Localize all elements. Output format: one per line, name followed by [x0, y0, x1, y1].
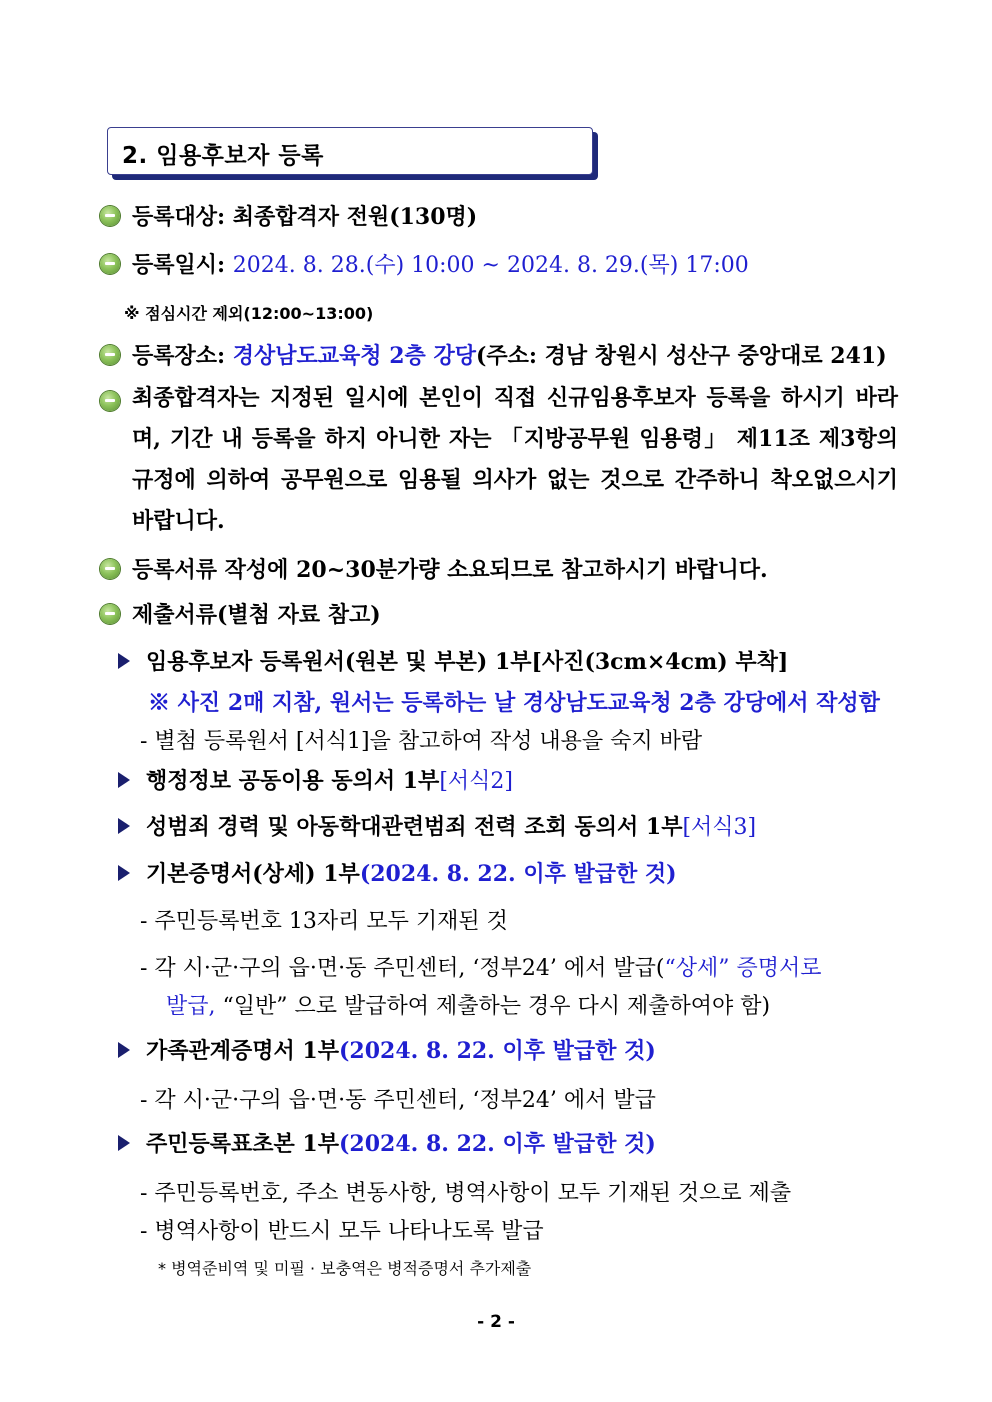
- sub2-part-b: “상세” 증명서로: [664, 956, 822, 981]
- doc-crime-consent-form: [서식3]: [682, 815, 757, 840]
- triangle-arrow-icon: [118, 772, 130, 788]
- lunch-note: ※ 점심시간 제외(12:00~13:00): [124, 304, 374, 323]
- sub2-part-c: 발급,: [166, 994, 216, 1019]
- triangle-arrow-icon: [118, 1135, 130, 1151]
- doc-crime-consent-label: 성범죄 경력 및 아동학대관련범죄 전력 조회 동의서 1부: [146, 814, 683, 840]
- doc-family-cert-sub: - 각 시·군·구의 읍·면·동 주민센터, ‘정부24’ 에서 발급: [140, 1088, 656, 1113]
- doc-application-note: ※ 사진 2매 지참, 원서는 등록하는 날 경상남도교육청 2층 강당에서 작성함: [148, 690, 880, 716]
- doc-crime-consent: [146, 810, 756, 841]
- doc-admin-consent-form: [서식2]: [439, 769, 513, 794]
- doc-admin-consent-label: 행정정보 공동이용 동의서 1부: [146, 768, 440, 794]
- sub2-part-a: - 각 시·군·구의 읍·면·동 주민센터, ‘정부24’ 에서 발급(: [140, 956, 665, 981]
- sub2-part-d: “일반” 으로 발급하여 제출하는 경우 다시 제출하여야 함): [215, 994, 771, 1019]
- doc-application-sub: - 별첨 등록원서 [서식1]을 참고하여 작성 내용을 숙지 바람: [140, 729, 703, 754]
- green-bullet-icon: [100, 254, 120, 274]
- doc-resident-abstract-sub2: - 병역사항이 반드시 모두 나타나도록 발급: [140, 1219, 544, 1244]
- target-label: 등록대상:: [132, 204, 233, 230]
- doc-family-cert-date: (2024. 8. 22. 이후 발급한 것): [338, 1038, 656, 1064]
- doc-basic-cert-sub1: - 주민등록번호 13자리 모두 기재된 것: [140, 909, 508, 934]
- place-address: (주소: 경남 창원시 성산구 중앙대로 241): [475, 343, 887, 369]
- doc-resident-abstract-date: (2024. 8. 22. 이후 발급한 것): [338, 1131, 656, 1157]
- triangle-arrow-icon: [118, 653, 130, 669]
- triangle-arrow-icon: [118, 818, 130, 834]
- green-bullet-icon: [100, 559, 120, 579]
- doc-basic-cert-sub2-cont: [166, 989, 770, 1020]
- date-label: 등록일시:: [132, 252, 233, 278]
- time-note: 등록서류 작성에 20~30분가량 소요되므로 참고하시기 바랍니다.: [132, 557, 768, 583]
- military-note: * 병역준비역 및 미필 · 보충역은 병적증명서 추가제출: [158, 1259, 532, 1278]
- doc-basic-cert-sub2: [140, 951, 821, 982]
- section-title: 2. 임용후보자 등록: [122, 143, 324, 169]
- green-bullet-icon: [100, 604, 120, 624]
- page-number: - 2 -: [477, 1312, 515, 1332]
- doc-admin-consent: [146, 764, 513, 795]
- doc-family-cert-label: 가족관계증명서 1부: [146, 1038, 339, 1064]
- doc-application: 임용후보자 등록원서(원본 및 부본) 1부[사진(3cm×4cm) 부착]: [146, 649, 789, 675]
- doc-resident-abstract-sub1: - 주민등록번호, 주소 변동사항, 병역사항이 모두 기재된 것으로 제출: [140, 1181, 792, 1206]
- notice-paragraph: 최종합격자는 지정된 일시에 본인이 직접 신규임용후보자 등록을 하시기 바라며, 기간 내 등록을 하지 아니한 자는 「지방공무원 임용령」 제11조 제3항의 규정에 의하여 공무원으로 임용될 의사가 없는 것으로 간주하니 착오없으시기 바랍니다.: [132, 385, 898, 534]
- doc-basic-cert-date: (2024. 8. 22. 이후 발급한 것): [359, 861, 677, 887]
- section-header-box: [107, 127, 593, 175]
- green-bullet-icon: [100, 206, 120, 226]
- triangle-arrow-icon: [118, 1042, 130, 1058]
- docs-title: 제출서류(별첨 자료 참고): [132, 602, 381, 628]
- doc-family-cert: [146, 1034, 656, 1065]
- date-value: 2024. 8. 28.(수) 10:00 ~ 2024. 8. 29.(목) 17:00: [232, 253, 749, 278]
- doc-basic-cert: [146, 857, 677, 888]
- place-value: 경상남도교육청 2층 강당: [232, 343, 476, 369]
- target-value: 최종합격자 전원(130명): [232, 204, 478, 230]
- green-bullet-icon: [100, 391, 120, 411]
- doc-basic-cert-label: 기본증명서(상세) 1부: [146, 861, 360, 887]
- triangle-arrow-icon: [118, 865, 130, 881]
- item-date: [132, 248, 749, 279]
- green-bullet-icon: [100, 345, 120, 365]
- item-target: [132, 200, 477, 231]
- doc-resident-abstract-label: 주민등록표초본 1부: [146, 1131, 339, 1157]
- doc-resident-abstract: [146, 1127, 656, 1158]
- place-label: 등록장소:: [132, 343, 233, 369]
- item-place: [132, 339, 887, 370]
